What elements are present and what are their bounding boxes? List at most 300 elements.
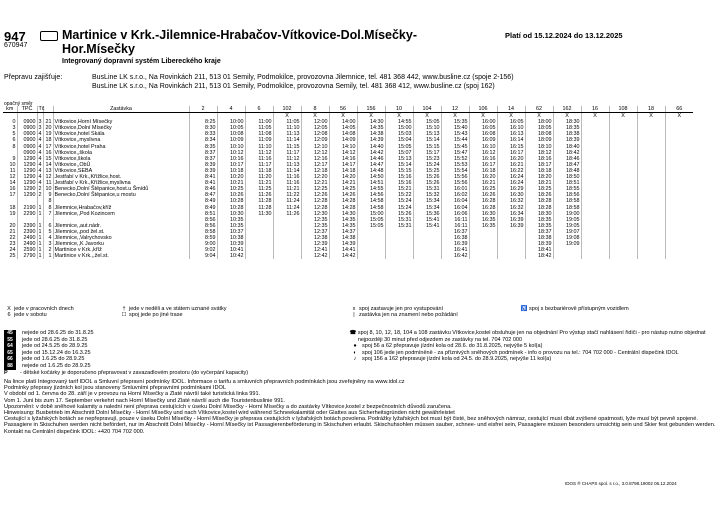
carrier-row: BusLine LK s.r.o., Na Rovinkách 211, 513 01 Semily, Podmokilce, provozovna Jilemnice, tel. 481 368 442, www.busline.cz (spoje 2-156): [92, 74, 514, 81]
departure-time: 11:28: [245, 198, 273, 204]
stop-meta: 2: [43, 247, 53, 253]
stop-meta: 0900: [17, 119, 37, 125]
departure-time: 15:05: [413, 119, 441, 125]
departure-time: 16:18: [469, 168, 497, 174]
departure-time: 16:42: [441, 253, 469, 259]
departure-time: 15:31: [385, 217, 413, 223]
route-subtitle: Integrovaný dopravní systém Libereckého kraje: [62, 58, 221, 65]
legend-symbol: x: [352, 306, 356, 312]
departure-time: 15:16: [385, 180, 413, 186]
departure-time: 15:14: [385, 162, 413, 168]
departure-time: 14:21: [329, 180, 357, 186]
weekday-code: X: [413, 113, 441, 120]
departure-time: 14:47: [357, 162, 385, 168]
departure-time: 12:35: [301, 217, 329, 223]
stop-name: Vítkovice,Dolní Mísečky: [53, 125, 189, 131]
empty-cell: [637, 253, 665, 259]
carriers-label: Přepravu zajišťuje:: [4, 74, 63, 81]
departure-time: 15:26: [385, 211, 413, 217]
stop-meta: 4: [38, 180, 42, 187]
departure-time: 18:37: [525, 229, 553, 235]
stop-meta: 4: [38, 137, 42, 144]
departure-time: 10:37: [217, 229, 245, 235]
departure-time: 18:35: [525, 223, 553, 229]
stop-meta: 4: [38, 167, 42, 174]
departure-time: 18:58: [553, 198, 581, 204]
departure-time: 14:30: [357, 119, 385, 125]
departure-time: 16:05: [497, 119, 525, 125]
stop-name: Vítkovice,hotel Skála: [53, 131, 189, 137]
stop-meta: 21: [43, 119, 53, 125]
column-header: 106: [469, 106, 497, 113]
stop-meta: 11: [9, 167, 16, 174]
departure-time: 16:39: [497, 217, 525, 223]
departure-time: 11:25: [245, 186, 273, 192]
column-header: 16: [581, 106, 609, 113]
stop-meta: 1: [38, 234, 42, 241]
stop-meta: 13: [43, 168, 53, 174]
departure-time: 15:16: [385, 174, 413, 180]
code-badge: 88: [4, 363, 16, 370]
column-header: 108: [609, 106, 637, 113]
departure-time: 18:28: [525, 205, 553, 211]
departure-time: [245, 253, 273, 259]
stop-name: Vítkovice,hotel Praha: [53, 144, 189, 150]
departure-time: 18:48: [553, 168, 581, 174]
line-number: 947: [4, 29, 26, 44]
weekday-code: X: [665, 113, 693, 120]
departure-time: 15:26: [413, 180, 441, 186]
departure-time: 12:05: [301, 125, 329, 131]
departure-time: 15:17: [413, 150, 441, 156]
departure-time: 18:17: [525, 162, 553, 168]
departure-time: 19:05: [553, 223, 581, 229]
line-id: 670947: [4, 42, 28, 49]
departure-time: 19:08: [553, 235, 581, 241]
stop-meta: 8: [43, 198, 53, 204]
departure-time: 14:35: [329, 217, 357, 223]
direction-label: opačný směr: [4, 101, 33, 107]
departure-time: 18:35: [553, 125, 581, 131]
departure-time: 16:16: [469, 156, 497, 162]
departure-time: 14:46: [357, 156, 385, 162]
stop-meta: 2190: [17, 205, 37, 211]
weekday-code: X: [385, 113, 413, 120]
code-badge: 64: [4, 343, 16, 350]
stop-meta: 23: [9, 241, 16, 248]
legend-text: jede v pracovních dnech: [14, 306, 74, 312]
stop-meta: 19: [43, 131, 53, 137]
weekday-code: [43, 113, 53, 120]
departure-time: 8:47: [189, 192, 217, 198]
departure-time: 18:40: [553, 144, 581, 150]
departure-time: 18:21: [525, 180, 553, 186]
stop-meta: 2390: [17, 229, 37, 235]
code-badge: 66: [4, 356, 16, 363]
departure-time: 16:39: [497, 223, 525, 229]
stop-meta: 17: [43, 144, 53, 150]
stop-name: Martinice v Krk.,,žel.st.: [53, 253, 189, 259]
legend-symbol: X: [7, 306, 11, 312]
departure-time: 16:04: [441, 198, 469, 204]
departure-time: 15:56: [441, 180, 469, 186]
departure-time: [553, 253, 581, 259]
legend-symbol: 6: [7, 312, 11, 319]
idos-credit: IDOS ® CHAPS spol. s r.o., 3.0.8798.19002 06.12.2024: [565, 481, 677, 486]
column-header: 4: [217, 106, 245, 113]
departure-time: 12:26: [301, 192, 329, 198]
footer-line: Upozornění: v době sněhové kalamity a nalední není přeprava cestujících v úseku Dolní Mísečky - Horní Mísečky a do zastávky Vítkovice,kostel z bezpečnostních důvodů zaručena.: [4, 403, 452, 410]
departure-time: 8:56: [189, 223, 217, 229]
legend-symbol: |: [353, 312, 355, 319]
timetable-header: [3, 106, 693, 113]
departure-time: 8:49: [189, 205, 217, 211]
weekday-code: X: [525, 113, 553, 120]
weekday-code: X: [609, 113, 637, 120]
departure-time: 12:00: [301, 119, 329, 125]
column-header: 104: [413, 106, 441, 113]
departure-time: 10:28: [217, 198, 245, 204]
departure-time: 10:05: [217, 125, 245, 131]
stop-meta: 6: [12, 137, 16, 144]
stop-meta: 2: [38, 192, 42, 199]
departure-time: 18:46: [553, 156, 581, 162]
departure-time: 11:20: [245, 174, 273, 180]
stop-meta: 15: [43, 156, 53, 162]
stop-meta: 0900: [17, 125, 37, 131]
departure-time: 15:13: [413, 131, 441, 137]
departure-time: 14:55: [385, 119, 413, 125]
legend-text: spoj jede po jiné trase: [129, 312, 183, 319]
departure-time: 15:05: [385, 144, 413, 150]
stop-meta: 1290: [17, 180, 37, 186]
weekday-code: X: [581, 113, 609, 120]
departure-time: 11:14: [273, 137, 301, 143]
column-header: Zastávka: [53, 106, 189, 113]
weekday-code: [245, 113, 273, 120]
departure-time: 18:50: [553, 174, 581, 180]
column-header: 66: [665, 106, 693, 113]
weekday-code: X: [497, 113, 525, 120]
departure-time: 11:22: [273, 192, 301, 198]
weekday-code: X: [301, 113, 329, 120]
departure-time: 12:35: [301, 223, 329, 229]
departure-time: 15:54: [441, 168, 469, 174]
departure-time: 8:39: [189, 168, 217, 174]
departure-time: 18:56: [553, 192, 581, 198]
stop-meta: 1: [38, 222, 42, 229]
departure-time: 14:50: [357, 174, 385, 180]
stop-name: Vítkovice,Horní Mísečky: [53, 119, 189, 125]
departure-time: 11:21: [273, 186, 301, 192]
departure-time: 14:42: [329, 253, 357, 259]
departure-time: [469, 253, 497, 259]
stop-meta: 11: [43, 180, 53, 186]
departure-time: 18:39: [525, 241, 553, 247]
departure-time: 12:38: [301, 235, 329, 241]
departure-time: 18:25: [525, 186, 553, 192]
departure-time: 12:16: [301, 156, 329, 162]
weekday-code: X: [637, 113, 665, 120]
departure-time: 18:39: [553, 137, 581, 143]
departure-time: 10:28: [217, 205, 245, 211]
stop-meta: 1290: [17, 174, 37, 180]
stop-meta: 17: [9, 192, 16, 199]
departure-time: 8:37: [189, 156, 217, 162]
departure-time: 16:25: [469, 186, 497, 192]
departure-time: 14:17: [329, 162, 357, 168]
stop-name: Jilemnice,,K Javorku: [53, 241, 189, 247]
departure-time: 8:58: [189, 229, 217, 235]
column-header: TPČ: [17, 106, 37, 113]
departure-time: 18:05: [525, 125, 553, 131]
bus-icon: [40, 31, 58, 41]
departure-time: 15:24: [385, 205, 413, 211]
departure-time: 16:10: [469, 144, 497, 150]
stop-meta: 0900: [17, 137, 37, 143]
weekday-code: [17, 113, 37, 120]
stop-name: Jilemnice,Hrabačov,kříž: [53, 205, 189, 211]
departure-time: 16:17: [469, 162, 497, 168]
departure-time: 15:24: [385, 198, 413, 204]
departure-time: 14:26: [329, 192, 357, 198]
departure-time: 12:28: [301, 205, 329, 211]
stop-meta: 14: [43, 162, 53, 168]
stop-meta: 1: [38, 247, 42, 254]
departure-time: 15:22: [385, 192, 413, 198]
departure-time: 14:18: [329, 168, 357, 174]
stop-meta: 2290: [17, 211, 37, 217]
departure-time: 10:25: [217, 186, 245, 192]
departure-time: 12:42: [301, 253, 329, 259]
weekday-code: [3, 113, 17, 120]
departure-time: 12:12: [301, 150, 329, 156]
departure-time: 16:32: [497, 198, 525, 204]
stop-meta: 20: [43, 125, 53, 131]
stop-meta: 0900: [17, 144, 37, 150]
weekday-codes-row: [3, 113, 693, 120]
legend-text: jede v sobotu: [14, 312, 47, 319]
departure-time: 16:37: [441, 229, 469, 235]
departure-time: 15:14: [413, 137, 441, 143]
departure-time: 18:51: [553, 180, 581, 186]
stop-meta: 2490: [17, 241, 37, 247]
code-text: - dětské kočárky je doporučeno přepravovat v zavazadlovém prostoru (do vyčerpání kapacity): [20, 369, 249, 376]
footer-line: Vom 1. Juni bis zum 17. September verkehrt nach Horní Mísečky und Zlaté návrší auch die Touristenbuslinie 991.: [4, 397, 285, 404]
departure-time: 19:07: [553, 229, 581, 235]
departure-time: 14:39: [357, 137, 385, 143]
departure-time: 15:45: [441, 144, 469, 150]
stop-name: Benecko,Dolní Štěpanice,u mostu: [53, 192, 189, 198]
stop-name: Benecko,Dolní Štěpanice,host.u Šmídů: [53, 186, 189, 192]
departure-time: 8:56: [189, 217, 217, 223]
departure-time: 11:17: [245, 162, 273, 168]
departure-time: 18:12: [525, 150, 553, 156]
departure-time: 8:39: [189, 162, 217, 168]
stop-meta: 4: [43, 235, 53, 241]
departure-time: 16:08: [469, 131, 497, 137]
column-header: 6: [245, 106, 273, 113]
departure-time: 8:34: [189, 137, 217, 143]
departure-time: 11:00: [245, 119, 273, 125]
departure-time: 16:06: [441, 211, 469, 217]
departure-time: 9:04: [189, 253, 217, 259]
departure-time: 15:34: [413, 205, 441, 211]
departure-time: 10:38: [217, 235, 245, 241]
departure-time: 12:08: [301, 131, 329, 137]
departure-time: 18:47: [553, 162, 581, 168]
departure-time: 10:10: [217, 144, 245, 150]
departure-time: 12:39: [301, 241, 329, 247]
stop-meta: 0: [12, 119, 16, 126]
departure-time: 16:30: [469, 211, 497, 217]
departure-time: 16:22: [497, 168, 525, 174]
departure-time: 15:40: [441, 125, 469, 131]
departure-time: 9:00: [189, 241, 217, 247]
stop-name: Jestřabí v Krk.,Křížlice,myslivna: [53, 180, 189, 186]
departure-time: 11:16: [273, 174, 301, 180]
weekday-code: X: [329, 113, 357, 120]
departure-time: 12:20: [301, 174, 329, 180]
codes-list: [4, 330, 248, 376]
column-header: 102: [273, 106, 301, 113]
stop-meta: 2: [38, 186, 42, 193]
departure-time: 16:35: [469, 217, 497, 223]
stop-meta: 6: [43, 223, 53, 229]
note-text: spoj 56 a 62 přepravuje jízdní kola od 28.6. do 31.8.2025, nejvýše 5 kol(a): [362, 343, 543, 350]
stop-meta: 4: [38, 131, 42, 138]
departure-time: 15:05: [357, 217, 385, 223]
departure-time: 18:58: [553, 205, 581, 211]
column-header: 2: [189, 106, 217, 113]
stop-meta: 4: [38, 161, 42, 168]
stop-name: Vítkovice,SEBA: [53, 168, 189, 174]
departure-time: 16:21: [469, 180, 497, 186]
departure-time: 11:10: [273, 125, 301, 131]
column-header: 62: [525, 106, 553, 113]
weekday-code: X: [357, 113, 385, 120]
departure-time: 14:28: [329, 198, 357, 204]
departure-time: 16:30: [497, 192, 525, 198]
departure-time: 14:51: [357, 180, 385, 186]
departure-time: 14:38: [329, 235, 357, 241]
departure-time: 14:10: [329, 144, 357, 150]
departure-time: 11:28: [245, 205, 273, 211]
departure-time: 15:07: [385, 150, 413, 156]
departure-time: 16:26: [469, 192, 497, 198]
departure-time: 8:51: [189, 211, 217, 217]
column-header: 10: [385, 106, 413, 113]
route-title-line2: Hor.Mísečky: [62, 42, 135, 56]
departure-time: 10:41: [217, 247, 245, 253]
stop-name: Jilemnice,,Pod Kozincem: [53, 211, 189, 217]
phone-icon: ☎: [349, 330, 357, 336]
departure-time: 14:00: [329, 119, 357, 125]
departure-time: 14:39: [329, 241, 357, 247]
departure-time: 8:46: [189, 186, 217, 192]
stop-meta: 4: [38, 149, 42, 156]
departure-time: 16:28: [469, 205, 497, 211]
departure-time: 18:35: [525, 217, 553, 223]
stop-meta: 1290: [17, 186, 37, 192]
departure-time: 10:39: [217, 241, 245, 247]
departure-time: 15:41: [413, 217, 441, 223]
departure-time: 15:31: [413, 186, 441, 192]
departure-time: 16:28: [469, 198, 497, 204]
departure-time: 15:35: [441, 119, 469, 125]
stop-meta: 25: [9, 253, 16, 260]
departure-time: 18:42: [525, 253, 553, 259]
column-header: 56: [329, 106, 357, 113]
stop-meta: 1290: [17, 156, 37, 162]
departure-time: 15:41: [413, 223, 441, 229]
departure-time: 10:20: [217, 174, 245, 180]
departure-time: 18:38: [525, 235, 553, 241]
stop-meta: 22: [9, 234, 16, 241]
departure-time: 10:21: [217, 180, 245, 186]
legend-text: zastávka jen na znamení nebo požádání: [359, 312, 458, 319]
code-badge: 65: [4, 350, 16, 357]
code-text: jede od 28.6.25 do 31.8.25: [22, 336, 88, 343]
departure-time: 15:43: [441, 131, 469, 137]
departure-time: [497, 253, 525, 259]
departure-time: 11:08: [245, 131, 273, 137]
departure-time: 14:40: [357, 144, 385, 150]
legend-text: jede v neděli a ve státem uznané svátky: [129, 306, 227, 312]
stop-name: Jestřabí v Krk.,Křížlice,host.: [53, 174, 189, 180]
bike-icon: ♪: [353, 356, 357, 363]
stop-meta: 2790: [17, 253, 37, 259]
conditional-icon: ◐: [353, 349, 357, 356]
stop-meta: 16: [9, 186, 16, 193]
departure-time: 16:04: [441, 205, 469, 211]
departure-time: 11:13: [273, 131, 301, 137]
note-text: spoj 106 jede jen podmíněně - za příznivých sněhových podmínek - info o provozu na tel.: 704 702 000 - Centrální dispečink IDOL: [362, 349, 679, 356]
departure-time: 18:08: [525, 131, 553, 137]
departure-time: 11:15: [273, 144, 301, 150]
departure-time: 12:18: [301, 168, 329, 174]
timetable-row: [3, 253, 693, 259]
legend-text: spoj s bezbariérově přístupným vozidlem: [529, 306, 629, 312]
departure-time: 8:30: [189, 125, 217, 131]
departure-time: 16:20: [497, 156, 525, 162]
departure-time: 14:12: [329, 150, 357, 156]
route-title: [62, 28, 462, 56]
departure-time: 14:38: [357, 131, 385, 137]
footer-line: Passagiere in Skischuhen werden nicht befördert, nur im Abschnitt Dolní Mísečky - Horní Mísečky ist Passagierenbeförderung in Skischuhen erlaubt. Skischuhsohlen müssen sauber, schnee- und eisfrei sein, Passagiere müssen besonders umsichtig sein und Skier fest gebunden werden.: [4, 422, 716, 429]
departure-time: 16:01: [441, 186, 469, 192]
departure-time: 15:03: [385, 131, 413, 137]
code-text: jede od 24.5.25 do 28.9.25: [22, 343, 88, 350]
departure-time: 8:37: [189, 150, 217, 156]
code-text: nejede od 28.6.25 do 31.8.25: [22, 330, 94, 336]
departure-time: 8:25: [189, 119, 217, 125]
departure-time: 11:09: [245, 137, 273, 143]
departure-time: 14:58: [357, 198, 385, 204]
departure-time: 11:18: [245, 168, 273, 174]
departure-time: 16:21: [497, 162, 525, 168]
departure-time: 16:11: [441, 217, 469, 223]
footer-line: V období od 1. června do 28. září je v provozu na Horní Mísečky a Zlaté návrší také turistická linka 991.: [4, 391, 261, 398]
departure-time: 16:39: [441, 241, 469, 247]
column-header: km: [3, 106, 17, 113]
departure-time: [357, 253, 385, 259]
weekday-code: [217, 113, 245, 120]
stop-meta: 0900: [17, 150, 37, 156]
departure-time: 10:26: [217, 192, 245, 198]
notes-list: [348, 330, 718, 363]
stop-meta: 1290: [17, 168, 37, 174]
